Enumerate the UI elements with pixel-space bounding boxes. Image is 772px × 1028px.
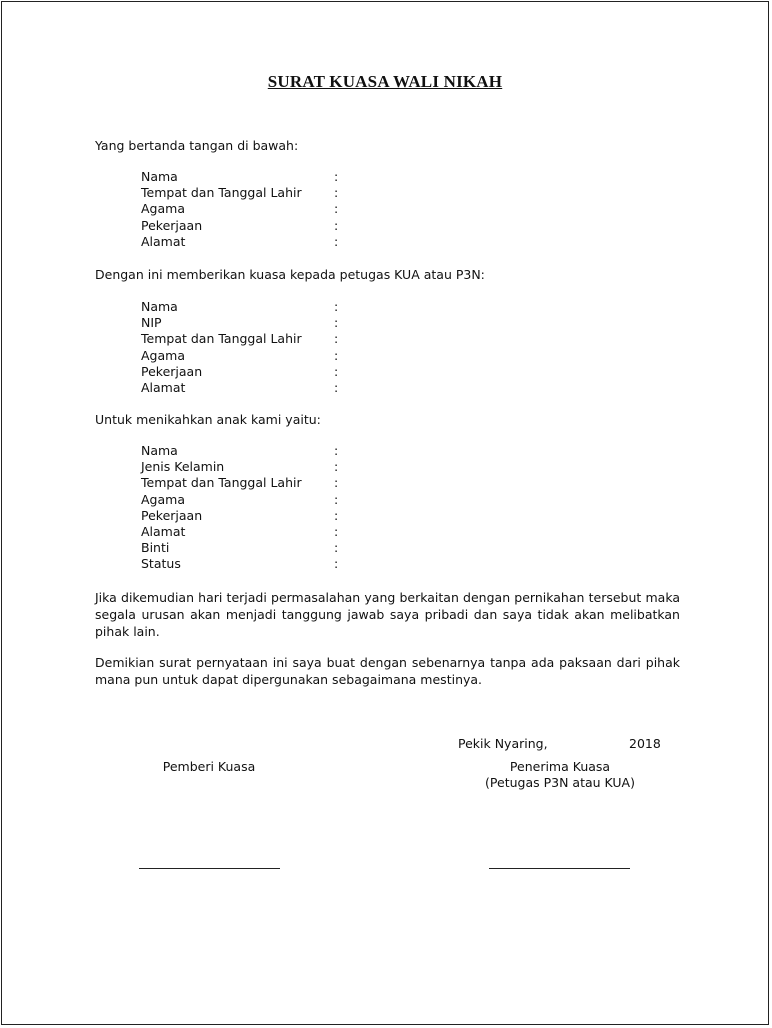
field-label: Alamat: [141, 379, 186, 395]
form-field-row: [141, 475, 361, 491]
field-colon: :: [334, 507, 339, 523]
form-field-row: [141, 169, 361, 185]
form-field-row: [141, 331, 361, 347]
power-text: Dengan ini memberikan kuasa kepada petugas KUA atau P3N:: [95, 267, 485, 282]
form-field-row: [141, 540, 361, 556]
form-field-row: [141, 492, 361, 508]
field-colon: :: [334, 459, 339, 475]
grantor-signer-label: Pemberi Kuasa: [162, 759, 256, 774]
officer-fields: [141, 299, 361, 396]
field-label: Alamat: [141, 523, 186, 539]
field-colon: :: [334, 299, 339, 314]
form-field-row: [141, 443, 361, 459]
field-colon: :: [334, 169, 339, 184]
grantor-fields: [141, 169, 361, 250]
field-label: Jenis Kelamin: [141, 459, 225, 475]
form-field-row: [141, 508, 361, 524]
field-colon: :: [334, 523, 339, 539]
field-label: Tempat dan Tanggal Lahir: [141, 331, 302, 347]
child-text: Untuk menikahkan anak kami yaitu:: [95, 412, 321, 427]
field-label: Status: [141, 556, 181, 572]
child-fields: [141, 443, 361, 573]
field-colon: :: [334, 315, 339, 331]
field-colon: :: [334, 379, 339, 395]
recipient-signer-label: Penerima Kuasa: [509, 759, 611, 774]
form-field-row: [141, 315, 361, 331]
field-label: Binti: [141, 540, 170, 556]
form-field-row: [141, 201, 361, 217]
responsibility-paragraph: Jika dikemudian hari terjadi permasalahan yang berkaitan dengan pernikahan tersebut maka segala urusan akan menjadi tanggung jawab saya pribadi dan saya tidak akan melibatkan pihak lain.: [95, 590, 680, 639]
form-field-row: [141, 459, 361, 475]
field-label: Nama: [141, 299, 178, 314]
field-label: Pekerjaan: [141, 217, 203, 233]
field-colon: :: [334, 233, 339, 249]
recipient-signer-note: (Petugas P3N atau KUA): [485, 775, 635, 790]
field-colon: :: [334, 556, 339, 572]
field-label: NIP: [141, 315, 162, 331]
field-label: Agama: [141, 201, 185, 217]
field-label: Pekerjaan: [141, 507, 203, 523]
field-colon: :: [334, 217, 339, 233]
field-colon: :: [334, 443, 339, 458]
document-title: SURAT KUASA WALI NIKAH: [267, 72, 503, 91]
field-colon: :: [334, 540, 339, 556]
field-label: Tempat dan Tanggal Lahir: [141, 475, 302, 491]
form-field-row: [141, 348, 361, 364]
form-field-row: [141, 234, 361, 250]
place-label: Pekik Nyaring,: [458, 736, 548, 751]
document-page: [1, 1, 769, 1025]
field-colon: :: [334, 201, 339, 217]
field-colon: :: [334, 185, 339, 201]
field-colon: :: [334, 491, 339, 507]
form-field-row: [141, 364, 361, 380]
form-field-row: [141, 299, 361, 315]
form-field-row: [141, 524, 361, 540]
grantor-signature-line: [139, 868, 280, 869]
declaration-paragraph: Demikian surat pernyataan ini saya buat dengan sebenarnya tanpa ada paksaan dari pihak mana pun untuk dapat dipergunakan sebagaimana mestinya.: [95, 655, 680, 687]
form-field-row: [141, 556, 361, 572]
field-label: Pekerjaan: [141, 363, 203, 379]
field-label: Alamat: [141, 233, 186, 249]
field-label: Agama: [141, 347, 185, 363]
field-label: Nama: [141, 169, 178, 184]
field-label: Tempat dan Tanggal Lahir: [141, 185, 302, 201]
field-colon: :: [334, 475, 339, 491]
field-colon: :: [334, 363, 339, 379]
field-colon: :: [334, 331, 339, 347]
form-field-row: [141, 380, 361, 396]
form-field-row: [141, 185, 361, 201]
recipient-signature-line: [489, 868, 630, 869]
intro-text: Yang bertanda tangan di bawah:: [95, 138, 299, 153]
field-label: Agama: [141, 491, 185, 507]
year-label: 2018: [629, 736, 661, 751]
form-field-row: [141, 218, 361, 234]
field-label: Nama: [141, 443, 178, 458]
field-colon: :: [334, 347, 339, 363]
